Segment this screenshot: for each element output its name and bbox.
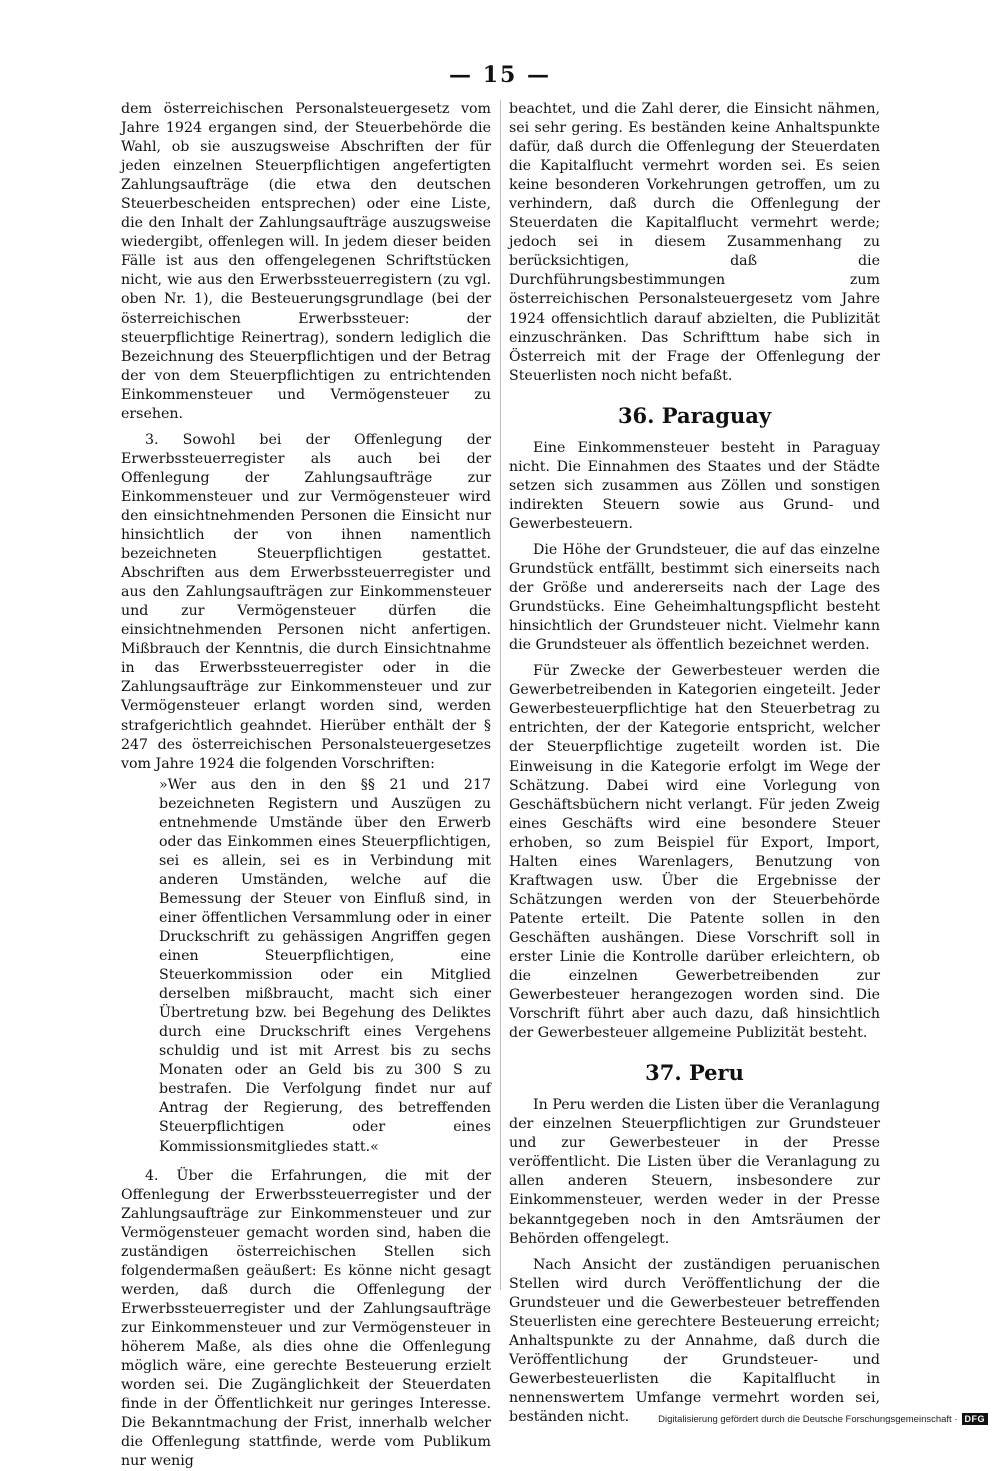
left-paragraph-1: dem österreichischen Personalsteuergesetz vom Jahre 1924 ergangen sind, der Steuerbehörde die Wahl, ob sie auszugsweise Abschriften der für jeden einzelnen Steuerpflichtigen angefertigten Zahlungsaufträge (die etwa den deutschen Steuerbescheiden entsprechen) oder eine Liste, die den Inhalt der Zahlungsaufträge auszugsweise wiedergibt, offenlegen will. In jedem dieser beiden Fälle ist aus den offengelegenen Schriftstücken nicht, wie aus den Erwerbssteuerregistern (zu vgl. oben Nr. 1), die Besteuerungsgrundlage (bei der österreichischen Erwerbssteuer: der steuerpflichtige Reinertrag), sondern lediglich die Bezeichnung des Steuerpflichtigen und der Betrag der von dem Steuerpflichtigen zu entrichtenden Einkommensteuer und Vermögensteuer zu ersehen. (121, 101, 491, 422)
footer-text: Digitalisierung gefördert durch die Deutsche Forschungsgemeinschaft · (658, 1413, 958, 1425)
page-number: — 15 — (449, 62, 551, 88)
section-heading-paraguay: 36. Paraguay (617, 402, 772, 428)
column-divider (500, 100, 501, 1290)
right-paragraph-1: beachtet, und die Zahl derer, die Einsicht nähmen, sei sehr gering. Es beständen keine Anhaltspunkte dafür, daß durch die Offenlegung der Steuerdaten die Kapitalflucht vermehrt worden sei. Es seien keine besonderen Vorkehrungen getroffen, um zu verhindern, daß durch die Offenlegung der Steuerdaten die Kapitalflucht vermehrt werde; jedoch sei in diesem Zusammenhang zu berücksichtigen, daß die Durchführungsbestimmungen zum österreichischen Personalsteuergesetz vom Jahre 1924 offensichtlich darauf abzielten, die Publizität einzuschränken. Das Schrifttum habe sich in Österreich mit der Frage der Offenlegung der Steuerlisten noch nicht befaßt. (509, 101, 880, 384)
left-column (121, 100, 491, 1471)
left-paragraph-2: 3. Sowohl bei der Offenlegung der Erwerbssteuerregister als auch bei der Offenlegung der Zahlungsaufträge zur Einkommensteuer und zur Vermögensteuer wird den einsichtnehmenden Personen die Einsicht nur hinsichtlich der von ihnen namentlich bezeichneten Steuerpflichtigen gestattet. Abschriften aus dem Erwerbssteuerregister und aus den Zahlungsaufträgen zur Einkommensteuer und zur Vermögensteuer dürfen die einsichtnehmenden Personen nicht anfertigen. Mißbrauch der Kenntnis, die durch Einsichtnahme in das Erwerbssteuerregister oder in die Zahlungsaufträge zur Einkommensteuer und zur Vermögensteuer erlangt worden sind, werden strafgerichtlich geahndet. Hierüber enthält der § 247 des österreichischen Personalsteuergesetzes vom Jahre 1924 die folgenden Vorschriften: (121, 431, 491, 772)
peru-paragraph-1: In Peru werden die Listen über die Veranlagung der einzelnen Steuerpflichtigen zur Grundsteuer und zur Gewerbesteuer in der Presse veröffentlicht. Die Listen über die Veranlagung zu allen anderen Steuern, insbesondere zur Einkommensteuer, werden weder in der Presse bekanntgegeben noch in den Amtsräumen der Behörden offengelegt. (509, 1097, 880, 1247)
dfg-logo: DFG (962, 1413, 989, 1425)
peru-paragraph-2: Nach Ansicht der zuständigen peruanischen Stellen wird durch Veröffentlichung der die Grundsteuer und die Gewerbesteuer betreffenden Steuerlisten eine gerechtere Besteuerung erreicht; Anhaltspunkte zu der Annahme, daß durch die Veröffentlichung der Grundsteuer- und Gewerbesteuerlisten die Kapitalflucht in nennenswertem Umfange vermehrt worden sei, beständen nicht. (509, 1256, 880, 1425)
section-heading-peru: 37. Peru (645, 1060, 744, 1086)
legal-quote: »Wer aus den in den §§ 21 und 217 bezeichneten Registern und Auszügen zu entnehmende Umstände über den Erwerb oder das Einkommen eines Steuerpflichtigen, sei es allein, sei es in Verbindung mit anderen Umständen, welche auf die Bemessung der Steuer von Einfluß sind, in einer öffentlichen Versammlung oder in einer Druckschrift zu gehässigen Angriffen gegen einen Steuerpflichtigen, eine Steuerkommission oder ein Mitglied derselben mißbraucht, macht sich einer Übertretung bzw. bei Begehung des Deliktes durch eine Druckschrift eines Vergehens schuldig und ist mit Arrest bis zu sechs Monaten oder an Geld bis zu 300 S zu bestrafen. Die Verfolgung findet nur auf Antrag der Regierung, des betreffenden Steuerpflichtigen oder eines Kommissionsmitgliedes statt.« (159, 776, 491, 1155)
digitization-footer (658, 1413, 988, 1425)
left-paragraph-3: 4. Über die Erfahrungen, die mit der Offenlegung der Erwerbssteuerregister und der Zahlungsaufträge zur Einkommensteuer und zur Vermögensteuer gemacht worden sind, haben die zuständigen österreichischen Stellen sich folgendermaßen geäußert: Es könne nicht gesagt werden, daß durch die Offenlegung der Erwerbssteuerregister und der Zahlungsaufträge zur Einkommensteuer und zur Vermögensteuer in höherem Maße, als dies ohne die Offenlegung möglich wäre, eine gerechte Besteuerung erzielt worden sei. Die Zugänglichkeit der Steuerdaten finde in der Öffentlichkeit nur geringes Interesse. Die Bekanntmachung der Frist, innerhalb welcher die Offenlegung stattfinde, werde vom Publikum nur wenig (121, 1167, 491, 1470)
right-column (509, 100, 880, 1427)
paraguay-paragraph-2: Die Höhe der Grundsteuer, die auf das einzelne Grundstück entfällt, bestimmt sich einerseits nach der Größe und andererseits nach der Lage des Grundstücks. Eine Geheimhaltungspflicht besteht hinsichtlich der Grundsteuer nicht. Vielmehr kann die Grundsteuer als öffentlich bezeichnet werden. (509, 541, 880, 654)
paraguay-paragraph-3: Für Zwecke der Gewerbesteuer werden die Gewerbetreibenden in Kategorien eingeteilt. Jeder Gewerbesteuerpflichtige hat den Steuerbetrag zu entrichten, der der Kategorie entspricht, welcher der Steuerpflichtige zugeteilt worden ist. Die Einweisung in die Kategorie erfolgt im Wege der Schätzung. Dabei wird eine Vorlegung von Geschäftsbüchern nicht verlangt. Für jeden Zweig eines Geschäfts wird eine besondere Steuer erhoben, so zum Beispiel für Export, Import, Halten eines Warenlagers, Benutzung von Kraftwagen usw. Über die Ergebnisse der Schätzungen werden von der Steuerbehörde Patente erteilt. Die Patente sollen in den Geschäften aushängen. Diese Vorschrift soll in erster Linie die Kontrolle darüber erleichtern, ob die einzelnen Gewerbetreibenden zur Gewerbesteuer herangezogen worden sind. Die Vorschrift führt aber auch dazu, daß hinsichtlich der Gewerbesteuer allgemeine Publizität besteht. (509, 663, 880, 1042)
paraguay-paragraph-1: Eine Einkommensteuer besteht in Paraguay nicht. Die Einnahmen des Staates und der Städte setzen sich zusammen aus Zöllen und sonstigen indirekten Steuern sowie aus Grund- und Gewerbesteuern. (509, 439, 880, 532)
